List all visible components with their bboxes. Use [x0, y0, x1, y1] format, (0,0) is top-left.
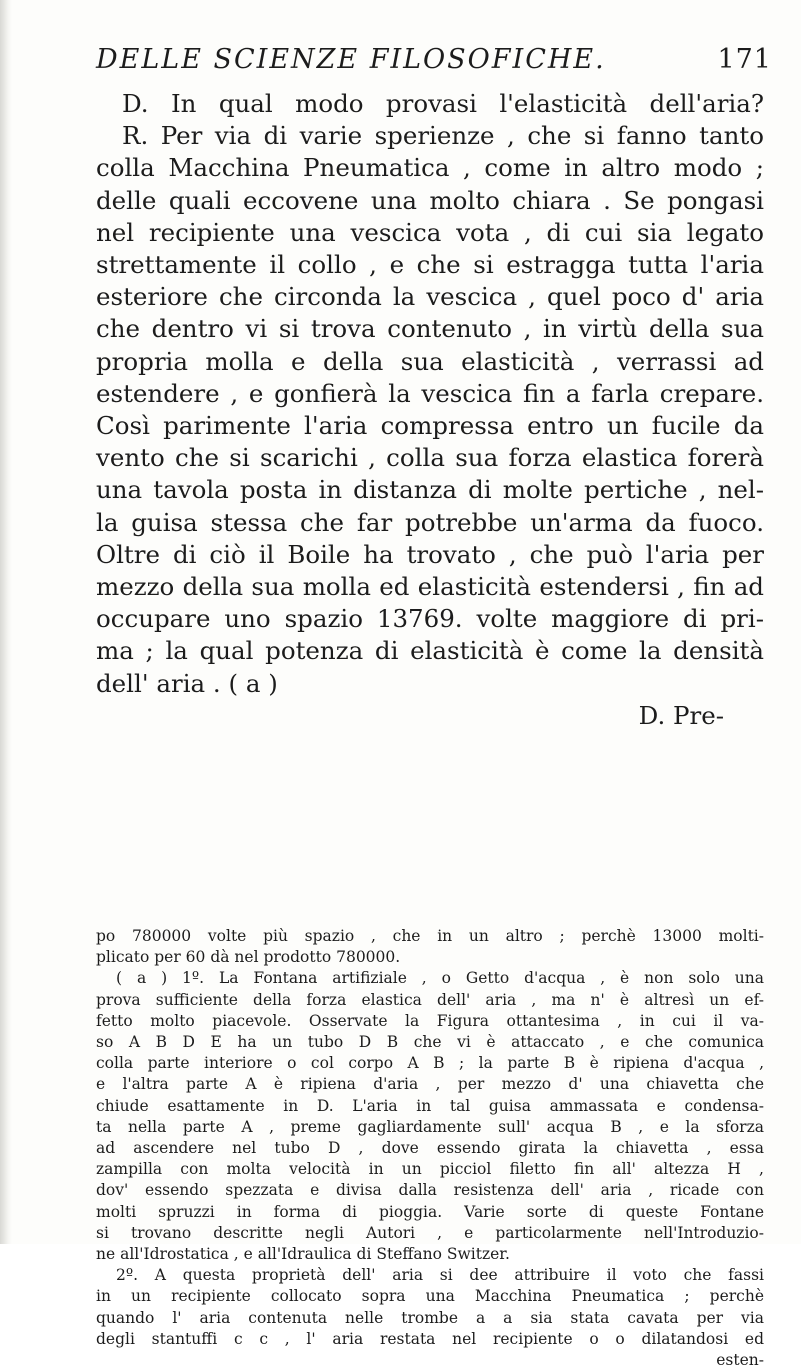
footnote-line: ad ascendere nel tubo D , dove essendo girata la chiavetta , essa [96, 1139, 764, 1158]
footnote-line: chiude esattamente in D. L'aria in tal guisa ammassata e condensa- [96, 1096, 764, 1115]
page-header [92, 44, 772, 84]
footnote-line: so A B D E ha un tubo D B che vi è attaccato , e che comunica [96, 1033, 764, 1052]
footnote-line: ne all'Idrostatica , e all'Idraulica di Steffano Switzer. [96, 1245, 510, 1264]
text-line: R. Per via di varie sperienze , che si fanno tanto [122, 121, 764, 151]
text-line: propria molla e della sua elasticità , verrassi ad [96, 346, 764, 376]
footnote-line: in un recipiente collocato sopra una Macchina Pneumatica ; perchè [96, 1287, 764, 1306]
footnote-line: degli stantuffi c c , l' aria restata nel recipiente o o dilatandosi ed [96, 1329, 764, 1348]
footnote-line: quando l' aria contenuta nelle trombe a a sia stata cavata per via [96, 1308, 764, 1327]
footnote-line: molti spruzzi in forma di pioggia. Varie sorte di queste Fontane [96, 1202, 764, 1221]
footnote-line: plicato per 60 dà nel prodotto 780000. [96, 948, 401, 967]
footnote-line: 2º. A questa proprietà dell' aria si dee attribuire il voto che fassi [116, 1266, 764, 1285]
page-gutter-shadow [0, 0, 12, 1244]
footnotes [96, 926, 764, 1371]
catchword-line: esten- [716, 1351, 764, 1370]
text-line: che dentro vi si trova contenuto , in virtù della sua [96, 314, 764, 344]
text-line: delle quali eccovene una molto chiara . Se pongasi [96, 185, 764, 215]
footnote-line: prova sufficiente della forza elastica dell' aria , ma n' è altresì un ef- [96, 990, 764, 1009]
footnote-line: e l'altra parte A è ripiena d'aria , per mezzo d' una chiavetta che [96, 1075, 764, 1094]
footnote-line: dov' essendo spezzata e divisa dalla resistenza dell' aria , ricade con [96, 1181, 764, 1200]
footnote-line: fetto molto piacevole. Osservate la Figura ottantesima , in cui il va- [96, 1011, 764, 1030]
text-line: occupare uno spazio 13769. volte maggiore di pri- [96, 604, 764, 634]
footnote-line: colla parte interiore o col corpo A B ; la parte B è ripiena d'acqua , [96, 1054, 764, 1073]
text-line: nel recipiente una vescica vota , di cui sia legato [96, 217, 764, 247]
text-line: esteriore che circonda la vescica , quel poco d' aria [96, 282, 764, 312]
footnote-line: ( a ) 1º. La Fontana artifiziale , o Getto d'acqua , è non solo una [116, 969, 764, 988]
text-line: mezzo della sua molla ed elasticità estendersi , fin ad [96, 572, 764, 602]
text-line: colla Macchina Pneumatica , come in altro modo ; [96, 153, 764, 183]
footnote-line: zampilla con molta velocità in un picciol filetto fin all' altezza H , [96, 1160, 764, 1179]
catchword-line: D. Pre- [638, 700, 724, 730]
text-line: vento che si scarichi , colla sua forza elastica forerà [96, 443, 764, 473]
footnote-line: si trovano descritte negli Autori , e particolarmente nell'Introduzio- [96, 1223, 764, 1242]
page-number: 171 [717, 44, 772, 75]
text-line: D. In qual modo provasi l'elasticità dell'aria? [122, 89, 764, 118]
footnote-line: ta nella parte A , preme gagliardamente sull' acqua B , e la sforza [96, 1117, 764, 1136]
text-line: Oltre di ciò il Boile ha trovato , che può l'aria per [96, 539, 764, 569]
text-line: dell' aria . ( a ) [96, 668, 278, 698]
footnote-line: po 780000 volte più spazio , che in un altro ; perchè 13000 molti- [96, 927, 764, 945]
running-head: DELLE SCIENZE FILOSOFICHE. [96, 44, 606, 75]
text-line: Così parimente l'aria compressa entro un fucile da [96, 411, 764, 441]
text-line: ma ; la qual potenza di elasticità è come la densità [96, 636, 764, 666]
text-line: la guisa stessa che far potrebbe un'arma da fuoco. [96, 507, 764, 537]
main-text [96, 88, 764, 732]
text-line: strettamente il collo , e che si estragga tutta l'aria [96, 250, 764, 280]
text-line: una tavola posta in distanza di molte pertiche , nel- [96, 475, 764, 505]
text-line: estendere , e gonfierà la vescica fin a farla crepare. [96, 378, 764, 408]
